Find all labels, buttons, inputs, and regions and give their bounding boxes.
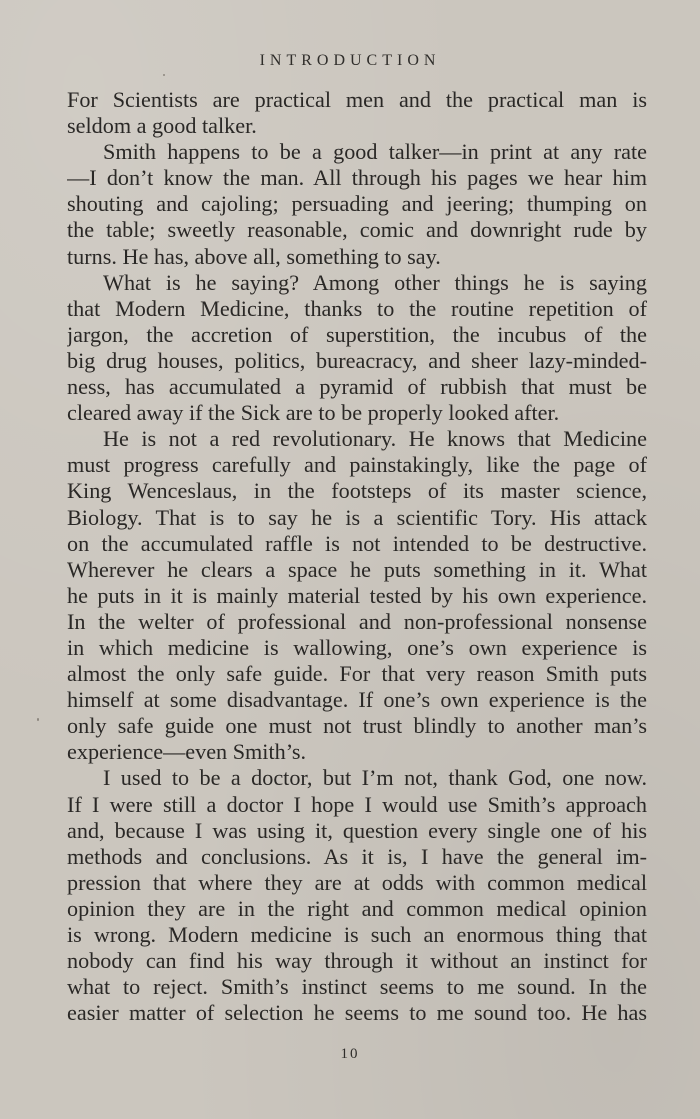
text-line: on the accumulated raffle is not intended to be destructive. (67, 530, 647, 556)
text-line: methods and conclusions. As it is, I have the general im- (67, 843, 647, 869)
text-line: easier matter of selection he seems to me sound too. He has (67, 1000, 647, 1026)
text-line: King Wenceslaus, in the footsteps of its master science, (67, 478, 647, 504)
text-line: seldom a good talker. (67, 113, 257, 139)
text-line: almost the only safe guide. For that very reason Smith puts (67, 661, 647, 687)
text-line: Biology. That is to say he is a scientific Tory. His attack (67, 504, 647, 530)
text-line: —I don’t know the man. All through his pages we hear him (67, 165, 647, 191)
body-text (67, 87, 647, 1026)
running-head: INTRODUCTION (259, 52, 441, 69)
text-line: In the welter of professional and non-professional nonsense (67, 608, 647, 634)
text-line: is wrong. Modern medicine is such an enormous thing that (67, 922, 647, 947)
text-line: must progress carefully and painstakingly, like the page of (67, 452, 647, 478)
text-line: He is not a red revolutionary. He knows that Medicine (103, 426, 647, 452)
text-line: pression that where they are at odds with common medical (67, 869, 647, 895)
text-line: cleared away if the Sick are to be properly looked after. (67, 400, 560, 426)
text-line: and, because I was using it, question every single one of his (67, 817, 647, 843)
text-line: If I were still a doctor I hope I would use Smith’s approach (67, 791, 647, 817)
paper-speck (163, 74, 165, 76)
text-line: ness, has accumulated a pyramid of rubbish that must be (67, 374, 647, 400)
text-line: jargon, the accretion of superstition, the incubus of the (67, 321, 647, 347)
text-line: nobody can find his way through it without an instinct for (67, 948, 647, 974)
text-line: that Modern Medicine, thanks to the routine repetition of (67, 295, 647, 321)
text-line: the table; sweetly reasonable, comic and downright rude by (67, 217, 647, 243)
text-line: Smith happens to be a good talker—in print at any rate (103, 139, 647, 165)
text-line: himself at some disadvantage. If one’s own experience is the (67, 687, 647, 713)
text-line: only safe guide one must not trust blindly to another man’s (67, 713, 647, 739)
text-line: he puts in it is mainly material tested by his own experience. (67, 582, 647, 608)
text-line: I used to be a doctor, but I’m not, thank God, one now. (103, 765, 647, 791)
text-line: shouting and cajoling; persuading and jeering; thumping on (67, 191, 647, 217)
text-line: what to reject. Smith’s instinct seems to me sound. In the (67, 974, 647, 1000)
paper-speck (37, 718, 39, 721)
text-line: turns. He has, above all, something to say. (67, 243, 441, 269)
page-number: 10 (340, 1046, 360, 1062)
text-line: Wherever he clears a space he puts something in it. What (67, 556, 647, 582)
text-line: experience—even Smith’s. (67, 739, 307, 765)
text-line: big drug houses, politics, bureacracy, and sheer lazy-minded- (67, 347, 647, 373)
text-line: opinion they are in the right and common medical opinion (67, 895, 647, 921)
text-line: For Scientists are practical men and the practical man is (67, 87, 647, 112)
text-line: What is he saying? Among other things he is saying (103, 269, 647, 295)
text-line: in which medicine is wallowing, one’s own experience is (67, 634, 647, 660)
